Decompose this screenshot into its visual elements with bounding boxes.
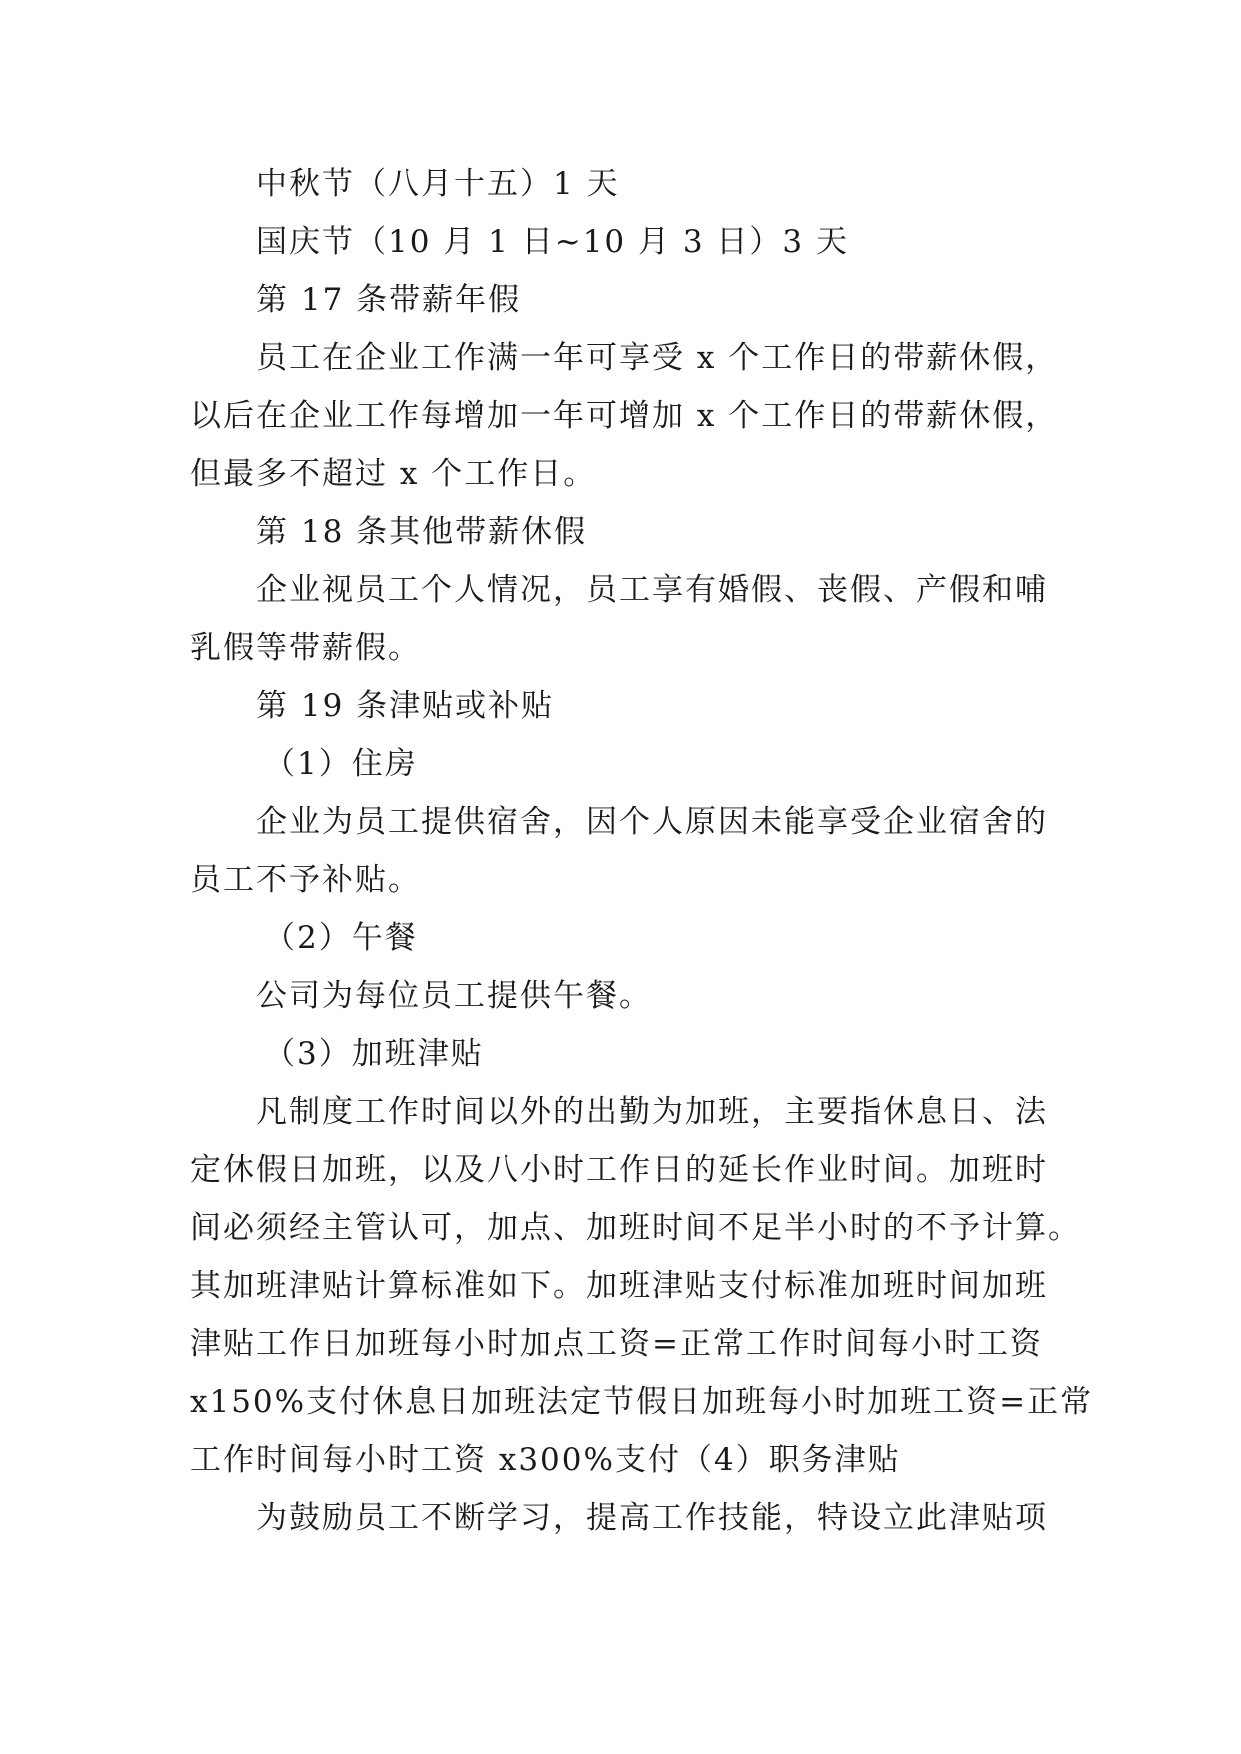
holiday-national-day: 国庆节（10 月 1 日~10 月 3 日）3 天 <box>256 224 850 260</box>
subsection-overtime: （3）加班津贴 <box>264 1036 484 1072</box>
subsection-lunch: （2）午餐 <box>264 920 418 956</box>
article-19-heading: 第 19 条津贴或补贴 <box>256 688 555 724</box>
paragraph-line: 企业为员工提供宿舍，因个人原因未能享受企业宿舍的 <box>256 804 1048 840</box>
subsection-housing: （1）住房 <box>264 746 418 782</box>
paragraph-line: 凡制度工作时间以外的出勤为加班，主要指休息日、法 <box>256 1094 1048 1130</box>
article-18-heading: 第 18 条其他带薪休假 <box>256 514 588 550</box>
document-body <box>190 155 1094 1547</box>
paragraph-line: 公司为每位员工提供午餐。 <box>256 978 652 1014</box>
holiday-mid-autumn: 中秋节（八月十五）1 天 <box>256 166 620 202</box>
paragraph-line: 为鼓励员工不断学习，提高工作技能，特设立此津贴项 <box>256 1500 1048 1536</box>
paragraph-line: 员工在企业工作满一年可享受 x 个工作日的带薪休假， <box>256 340 1059 376</box>
paragraph-line: 其加班津贴计算标准如下。加班津贴支付标准加班时间加班 <box>190 1268 1048 1304</box>
paragraph-line: 以后在企业工作每增加一年可增加 x 个工作日的带薪休假， <box>190 398 1059 434</box>
paragraph-line: 津贴工作日加班每小时加点工资=正常工作时间每小时工资 <box>190 1326 1043 1362</box>
paragraph-line: 乳假等带薪假。 <box>190 630 421 666</box>
paragraph-line: 但最多不超过 x 个工作日。 <box>190 456 597 492</box>
paragraph-line: 定休假日加班，以及八小时工作日的延长作业时间。加班时 <box>190 1152 1048 1188</box>
paragraph-line: 工作时间每小时工资 x300%支付（4）职务津贴 <box>190 1442 901 1478</box>
article-17-heading: 第 17 条带薪年假 <box>256 282 522 318</box>
paragraph-line: 间必须经主管认可，加点、加班时间不足半小时的不予计算。 <box>190 1210 1081 1246</box>
paragraph-line: 员工不予补贴。 <box>190 862 421 898</box>
paragraph-line: 企业视员工个人情况，员工享有婚假、丧假、产假和哺 <box>256 572 1048 608</box>
paragraph-line: x150%支付休息日加班法定节假日加班每小时加班工资=正常 <box>190 1384 1094 1420</box>
